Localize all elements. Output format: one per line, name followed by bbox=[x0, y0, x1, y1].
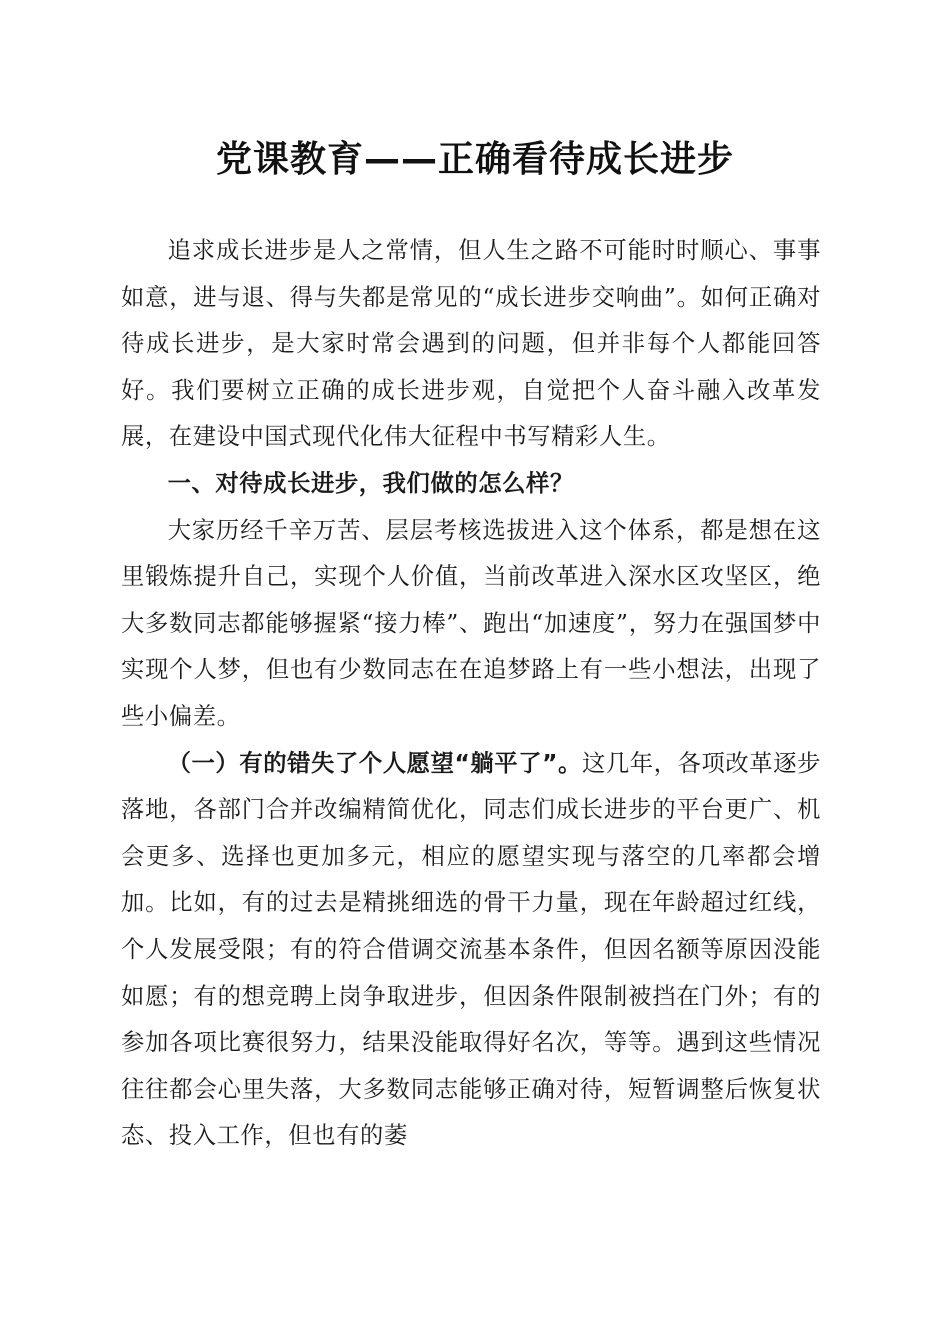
subsection-1-paragraph bbox=[121, 741, 821, 1160]
subsection-1-lead: （一）有的错失了个人愿望“躺平了”。 bbox=[167, 749, 582, 777]
section-1-paragraph: 大家历经千辛万苦、层层考核选拔进入这个体系，都是想在这里锻炼提升自己，实现个人价值，当前改革进入深水区攻坚区，绝大多数同志都能够握紧“接力棒”、跑出“加速度”，努力在强国梦中实现个人梦，但也有少数同志在在追梦路上有一些小想法，出现了些小偏差。 bbox=[121, 516, 821, 730]
intro-paragraph: 追求成长进步是人之常情，但人生之路不可能时时顺心、事事如意，进与退、得与失都是常见的“成长进步交响曲”。如何正确对待成长进步，是大家时常会遇到的问题，但并非每个人都能回答好。我们要树立正确的成长进步观，自觉把个人奋斗融入改革发展，在建设中国式现代化伟大征程中书写精彩人生。 bbox=[121, 237, 821, 451]
document-body bbox=[121, 228, 821, 1160]
section-heading-1: 一、对待成长进步，我们做的怎么样？ bbox=[167, 469, 574, 497]
page-title: 党课教育——正确看待成长进步 bbox=[215, 139, 734, 180]
subsection-1-text: 这几年，各项改革逐步落地，各部门合并改编精简优化，同志们成长进步的平台更广、机会更多、选择也更加多元，相应的愿望实现与落空的几率都会增加。比如，有的过去是精挑细选的骨干力量，现在年龄超过红线，个人发展受限；有的符合借调交流基本条件，但因名额等原因没能如愿；有的想竞聘上岗争取进步，但因条件限制被挡在门外；有的参加各项比赛很努力，结果没能取得好名次，等等。遇到这些情况往往都会心里失落，大多数同志能够正确对待，短暂调整后恢复状态、投入工作，但也有的萎 bbox=[121, 749, 822, 1150]
